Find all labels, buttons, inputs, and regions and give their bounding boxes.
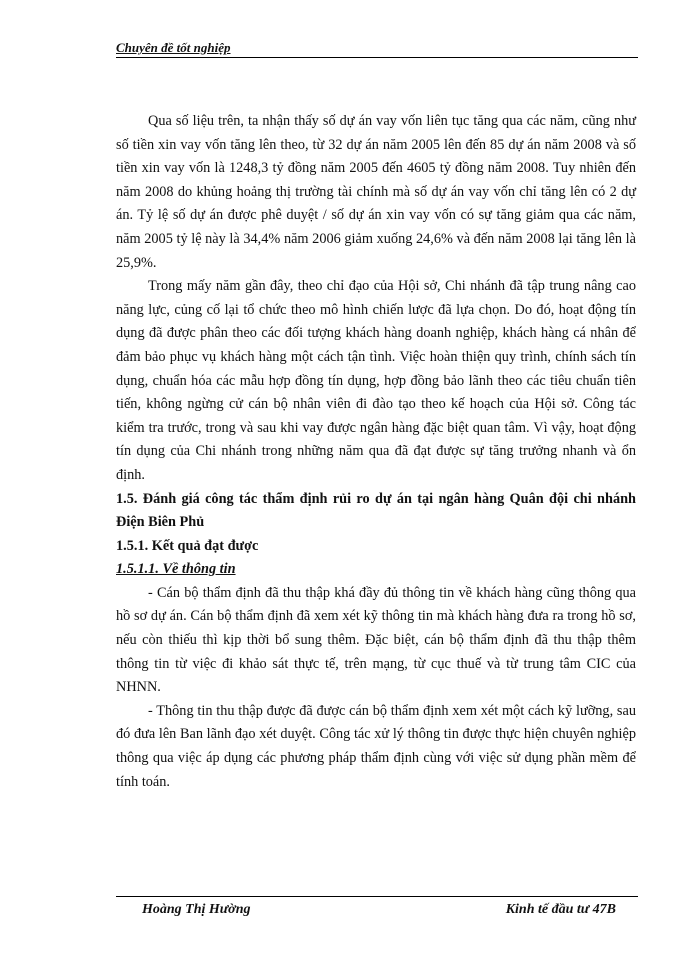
paragraph-credit-activity: Trong mấy năm gần đây, theo chỉ đạo của Hội sở, Chi nhánh đã tập trung nâng cao năng lực, củng cố lại tổ chức theo mô hình chiến lược đã lựa chọn. Do đó, hoạt động tín dụng đã được phân theo các đối tượng khách hàng doanh nghiệp, khách hàng cá nhân để đảm bảo phục vụ khách hàng một cách tận tình. Việc hoàn thiện quy trình, chính sách tín dụng, chuẩn hóa các mẫu hợp đồng tín dụng, hợp đồng bảo lãnh theo các tiêu chuẩn tiên tiến, không ngừng cử cán bộ nhân viên đi đào tạo theo kế hoạch của Hội sở. Công tác kiểm tra trước, trong và sau khi vay được ngân hàng đặc biệt quan tâm. Vì vậy, hoạt động tín dụng của Chi nhánh trong những năm qua đã đạt được sự tăng trưởng nhanh và ổn định. [116, 278, 636, 483]
page-footer [116, 902, 638, 922]
header-rule [116, 57, 638, 58]
header-title: Chuyên đề tốt nghiệp [116, 40, 231, 55]
document-body [116, 110, 636, 794]
page-header [116, 38, 638, 60]
paragraph-information-gathering: - Cán bộ thẩm định đã thu thập khá đầy đủ thông tin về khách hàng cũng thông qua hồ sơ dự án. Cán bộ thẩm định đã xem xét kỹ thông tin mà khách hàng đưa ra trong hồ sơ, nếu còn thiếu thì kịp thời bổ sung thêm. Đặc biệt, cán bộ thẩm định đã thu thập thêm thông tin từ việc đi khảo sát thực tế, trên mạng, từ cục thuế và từ trung tâm CIC của NHNN. [116, 584, 636, 696]
section-heading-1-5-1: 1.5.1. Kết quả đạt được [116, 537, 259, 554]
section-heading-1-5: 1.5. Đánh giá công tác thẩm định rủi ro dự án tại ngân hàng Quân đội chi nhánh Điện Biên Phủ [116, 490, 636, 531]
footer-rule [116, 896, 638, 897]
footer-author: Hoàng Thị Hường [142, 902, 251, 917]
paragraph-loan-statistics: Qua số liệu trên, ta nhận thấy số dự án vay vốn liên tục tăng qua các năm, cũng như số tiền xin vay vốn tăng lên theo, từ 32 dự án năm 2005 lên đến 85 dự án năm 2008 và số tiền xin vay vốn là 1248,3 tỷ đồng năm 2005 đến 4605 tỷ đồng năm 2008. Tuy nhiên đến năm 2008 do khủng hoảng thị trường tài chính mà số dự án vay vốn chỉ tăng lên có 2 dự án. Tỷ lệ số dự án được phê duyệt / số dự án xin vay vốn có sự tăng giảm qua các năm, năm 2005 tỷ lệ này là 34,4% năm 2006 giảm xuống 24,6% và đến năm 2008 lại tăng lên là 25,9%. [116, 113, 636, 271]
section-heading-1-5-1-1: 1.5.1.1. Về thông tin [116, 561, 236, 578]
footer-class: Kinh tế đầu tư 47B [505, 902, 616, 917]
paragraph-information-processing: - Thông tin thu thập được đã được cán bộ thẩm định xem xét một cách kỹ lưỡng, sau đó đưa lên Ban lãnh đạo xét duyệt. Công tác xử lý thông tin được thực hiện chuyên nghiệp thông qua việc áp dụng các phương pháp thẩm định cùng với việc sử dụng phần mềm để tính toán. [116, 702, 636, 790]
